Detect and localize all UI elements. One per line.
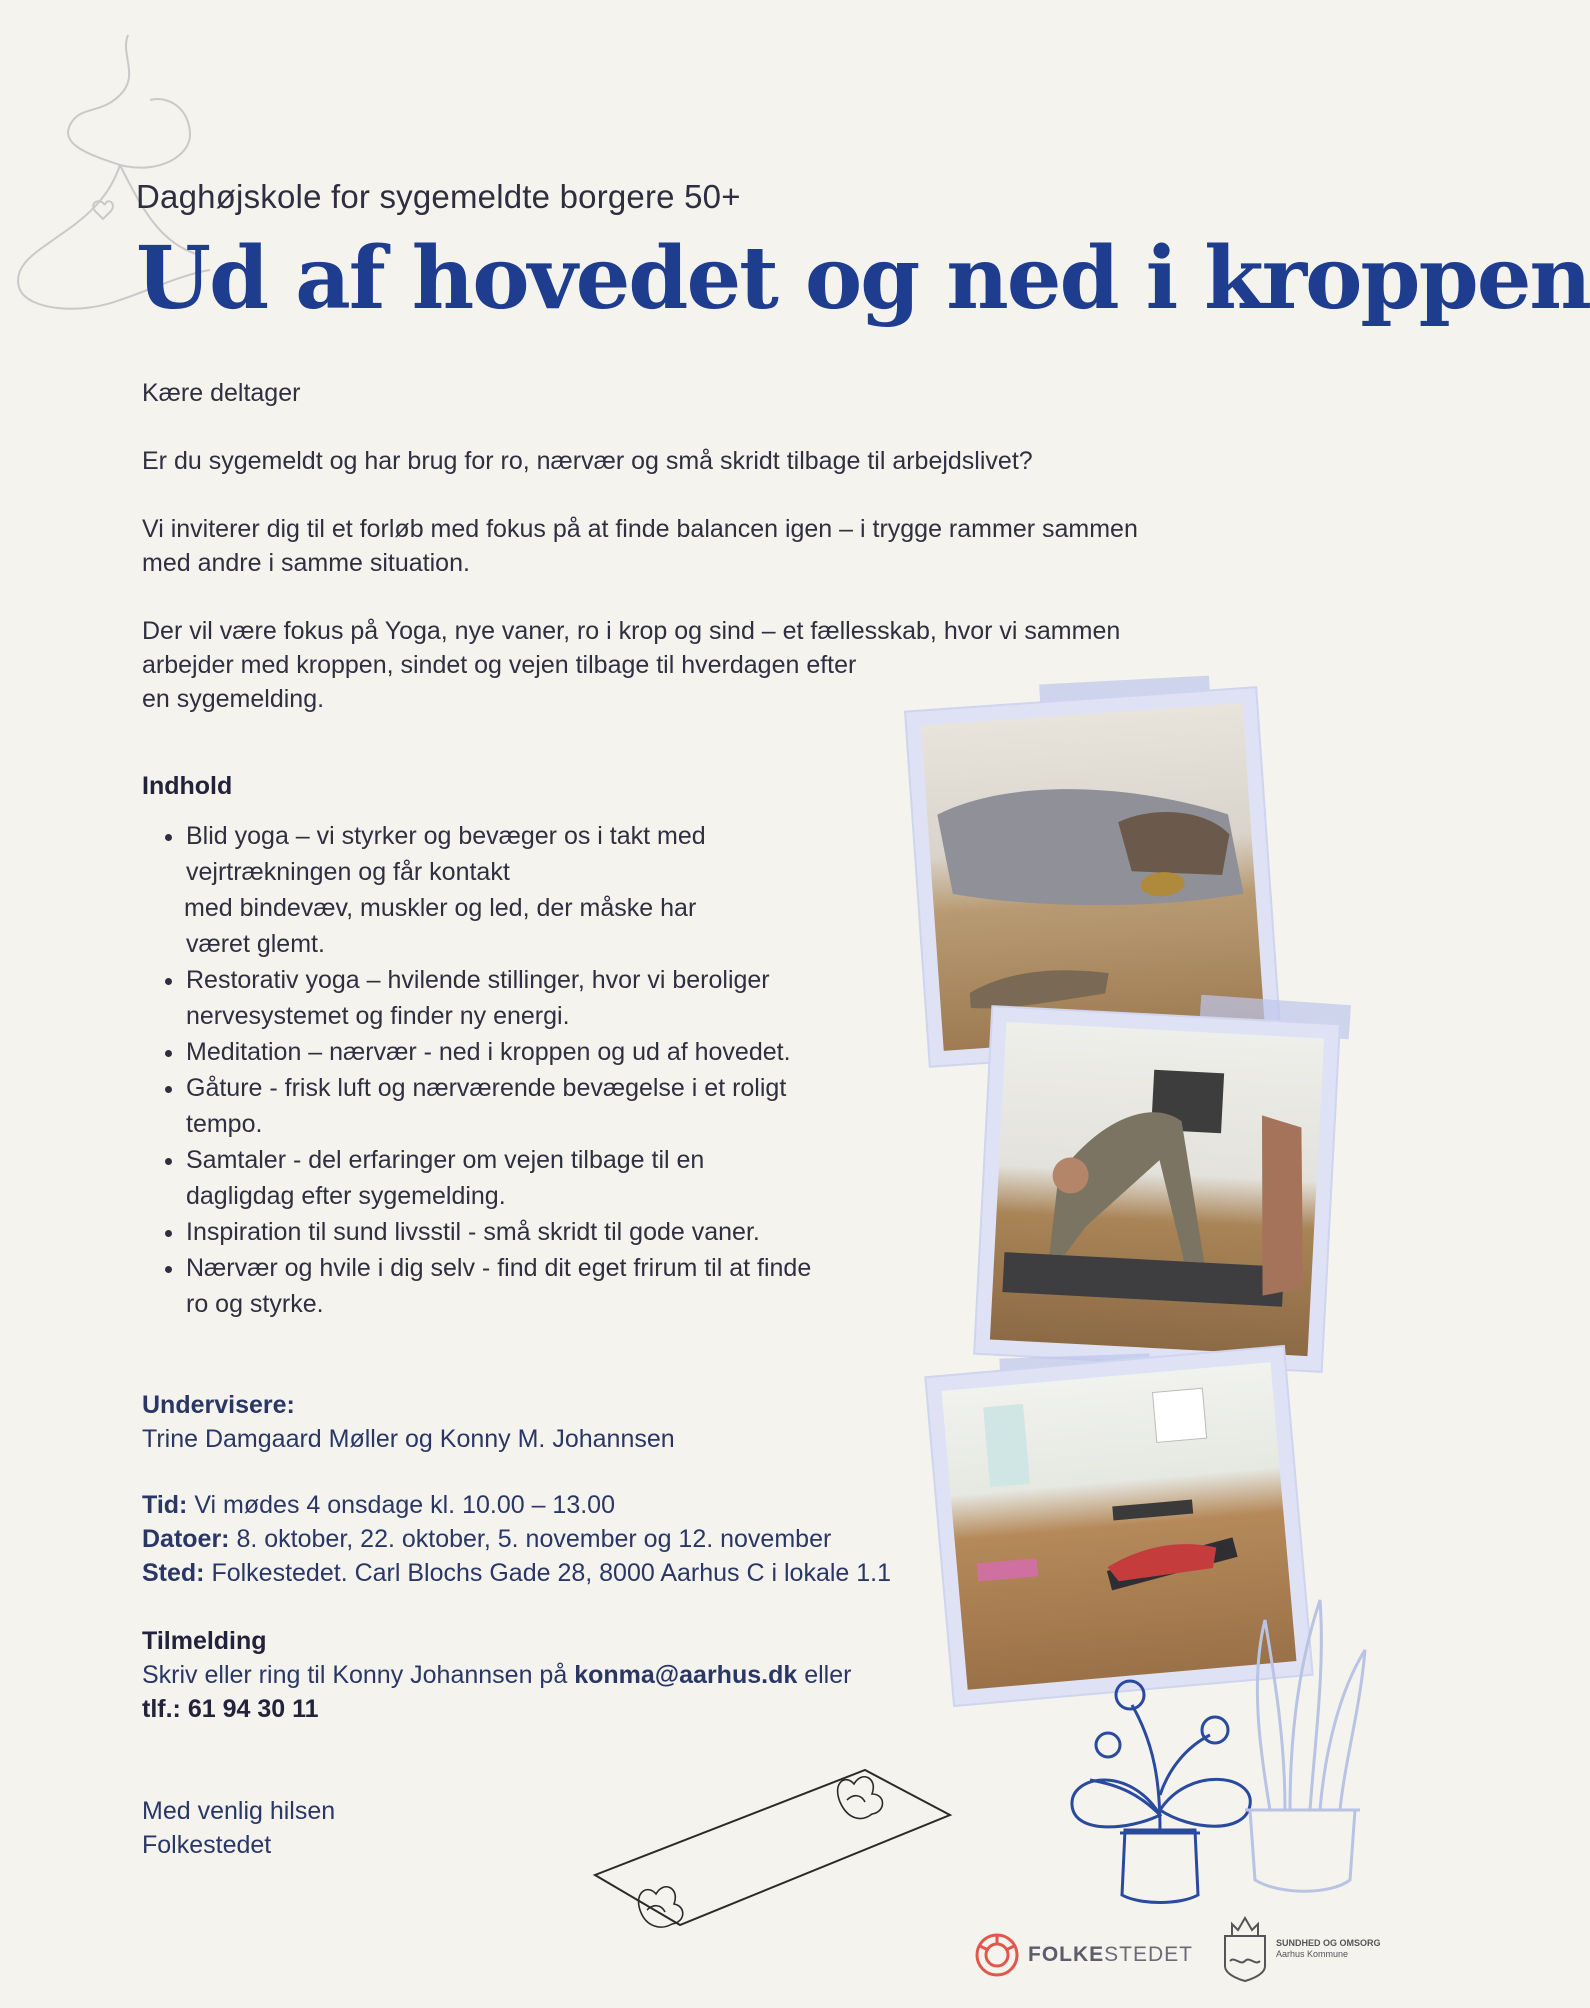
details-section [142,1488,891,1590]
folkestedet-logo-icon [972,1930,1022,1980]
list-item: • Restorativ yoga – hvilende stillinger, hvor vi beroliger nervesystemet og finder ny energi. [186,962,946,1034]
intro-section [142,376,1292,716]
aarhus-kommune-logo [1220,1916,1381,1982]
yoga-mat-drawing [585,1760,955,1950]
greeting: Kære deltager [142,379,301,407]
dates-row: Datoer: 8. oktober, 22. oktober, 5. november og 12. november [142,1525,832,1553]
list-item: • Inspiration til sund livsstil - små skridt til gode vaner. [186,1214,946,1250]
signup-text: Skriv eller ring til Konny Johannsen på konma@aarhus.dk eller [142,1661,852,1689]
logo-text-folke: FOLKE [1028,1943,1105,1966]
kommune-line-1: SUNDHED OG OMSORG [1276,1938,1381,1948]
closing-section [142,1794,335,1862]
aarhus-seal-icon [1220,1916,1270,1982]
email-link[interactable]: konma@aarhus.dk [574,1661,798,1689]
content-list [160,818,946,1322]
phone-number[interactable]: tlf.: 61 94 30 11 [142,1695,319,1723]
list-item: • Meditation – nærvær - ned i kroppen og ud af hovedet. [186,1034,946,1070]
photo-downward-dog [975,1007,1339,1371]
lotus-icon [838,1777,883,1819]
intro-paragraph-2-line-2: med andre i samme situation. [142,549,470,577]
content-heading: Indhold [142,772,233,800]
time-row: Tid: Vi mødes 4 onsdage kl. 10.00 – 13.00 [142,1491,615,1519]
kommune-line-2: Aarhus Kommune [1276,1949,1349,1959]
signup-heading: Tilmelding [142,1627,267,1655]
folkestedet-logo [972,1930,1193,1980]
intro-paragraph-2-line-1: Vi inviterer dig til et forløb med fokus på at finde balancen igen – i trygge rammer sammen [142,515,1138,543]
subtitle: Daghøjskole for sygemeldte borgere 50+ [136,178,741,215]
signup-section [142,1624,851,1726]
page-title: Ud af hovedet og ned i kroppen [136,228,1590,329]
downward-dog-image [990,1022,1324,1356]
list-item: • Nærvær og hvile i dig selv - find dit eget frirum til at finde ro og styrke. [186,1250,946,1322]
place-row: Sted: Folkestedet. Carl Blochs Gade 28, 8000 Aarhus C i lokale 1.1 [142,1559,892,1587]
closing-line-2: Folkestedet [142,1831,272,1859]
lotus-icon [639,1887,683,1927]
logo-text-stedet: STEDET [1104,1943,1194,1966]
snake-plant-drawing [1230,1580,1380,1900]
teachers-names: Trine Damgaard Møller og Konny M. Johannsen [142,1425,675,1453]
list-item: • Gåture - frisk luft og nærværende bevægelse i et roligt tempo. [186,1070,946,1142]
intro-paragraph-1: Er du sygemeldt og har brug for ro, nærvær og små skridt tilbage til arbejdslivet? [142,447,1033,475]
list-item: • Samtaler - del erfaringer om vejen tilbage til en dagligdag efter sygemelding. [186,1142,946,1214]
teachers-label: Undervisere: [142,1391,295,1419]
teachers-section [142,1388,675,1456]
list-item: • Blid yoga – vi styrker og bevæger os i takt med vejrtrækningen og får kontakt med bindevæv, muskler og led, der måske har været glemt. [186,818,946,962]
intro-paragraph-3-line-1: Der vil være fokus på Yoga, nye vaner, ro i krop og sind – et fællesskab, hvor vi sammen [142,617,1121,645]
intro-paragraph-3-line-3: en sygemelding. [142,685,325,713]
closing-line-1: Med venlig hilsen [142,1797,336,1825]
intro-paragraph-3-line-2: arbejder med kroppen, sindet og vejen tilbage til hverdagen efter [142,651,857,679]
